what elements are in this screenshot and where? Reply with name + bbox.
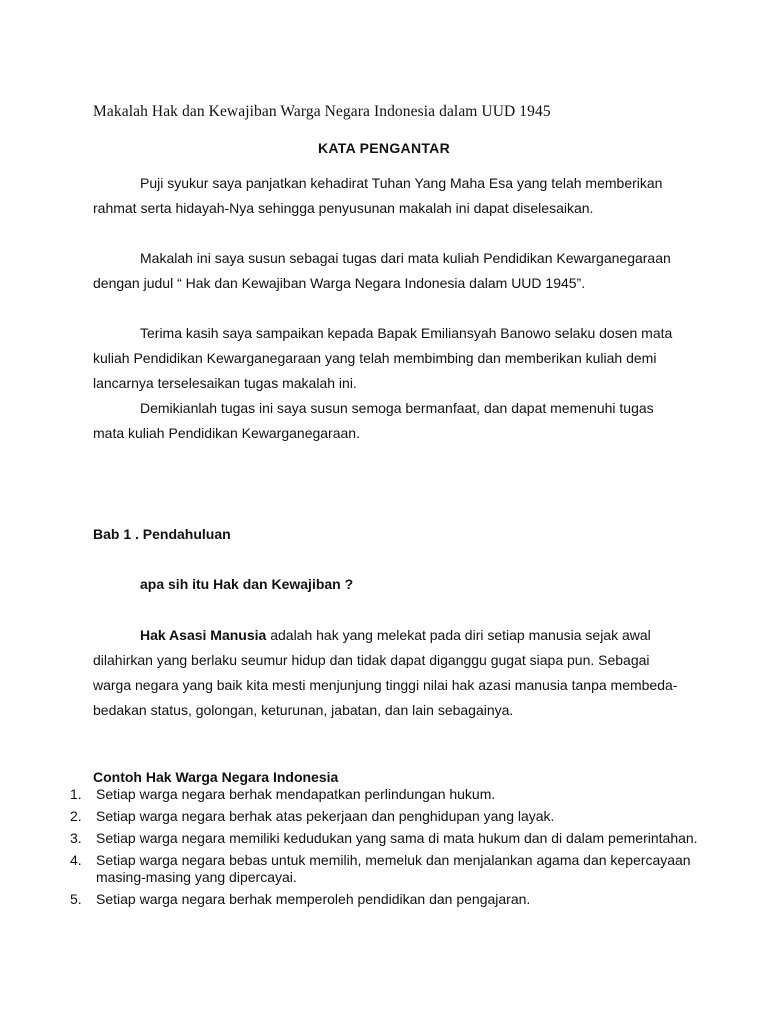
ham-text: adalah hak yang melekat pada diri setiap manusia sejak awal dilahirkan yang berlaku seumur hidup dan tidak dapat diganggu gugat siapa pun. Sebagai warga negara yang baik kita mesti menjunjung tinggi nilai hak azasi manusia tanpa membeda-bedakan status, golongan, keturunan, jabatan, dan lain sebagainya. xyxy=(93,627,678,718)
list-number: 3. xyxy=(70,830,82,846)
document-title: Makalah Hak dan Kewajiban Warga Negara Indonesia dalam UUD 1945 xyxy=(93,103,551,120)
kata-pengantar-heading: KATA PENGANTAR xyxy=(317,140,450,156)
list-number: 2. xyxy=(70,808,82,824)
list-item xyxy=(0,830,700,847)
list-text: Setiap warga negara bebas untuk memilih, memeluk dan menjalankan agama dan kepercayaan masing-masing yang dipercayai. xyxy=(96,852,691,885)
list-text: Setiap warga negara berhak atas pekerjaan dan penghidupan yang layak. xyxy=(96,808,555,824)
list-item xyxy=(0,786,700,803)
rights-list xyxy=(0,786,700,913)
contoh-heading: Contoh Hak Warga Negara Indonesia xyxy=(93,769,339,785)
bab-heading: Bab 1 . Pendahuluan xyxy=(93,526,231,542)
paragraph-3: Terima kasih saya sampaikan kepada Bapak Emiliansyah Banowo selaku dosen mata kuliah Pendidikan Kewarganegaraan yang telah membimbing dan memberikan kuliah demi lancarnya terselesaikan tugas makalah ini. xyxy=(93,325,673,391)
list-text: Setiap warga negara berhak memperoleh pendidikan dan pengajaran. xyxy=(96,891,531,907)
list-text: Setiap warga negara berhak mendapatkan perlindungan hukum. xyxy=(96,786,496,802)
paragraph-4: Demikianlah tugas ini saya susun semoga bermanfaat, dan dapat memenuhi tugas mata kuliah Pendidikan Kewarganegaraan. xyxy=(93,400,654,441)
list-number: 5. xyxy=(70,891,82,907)
paragraph-1: Puji syukur saya panjatkan kehadirat Tuhan Yang Maha Esa yang telah memberikan rahmat serta hidayah-Nya sehingga penyusunan makalah ini dapat diselesaikan. xyxy=(93,175,663,216)
ham-paragraph xyxy=(93,623,678,723)
list-text: Setiap warga negara memiliki kedudukan yang sama di mata hukum dan di dalam pemerintahan. xyxy=(96,830,698,846)
list-item xyxy=(0,891,700,908)
list-number: 4. xyxy=(70,852,82,868)
paragraph-2: Makalah ini saya susun sebagai tugas dari mata kuliah Pendidikan Kewarganegaraan dengan judul “ Hak dan Kewajiban Warga Negara Indonesia dalam UUD 1945”. xyxy=(93,250,671,291)
ham-term: Hak Asasi Manusia xyxy=(140,627,267,643)
subheading: apa sih itu Hak dan Kewajiban ? xyxy=(140,576,354,592)
list-item xyxy=(0,852,700,886)
list-item xyxy=(0,808,700,825)
list-number: 1. xyxy=(70,786,82,802)
